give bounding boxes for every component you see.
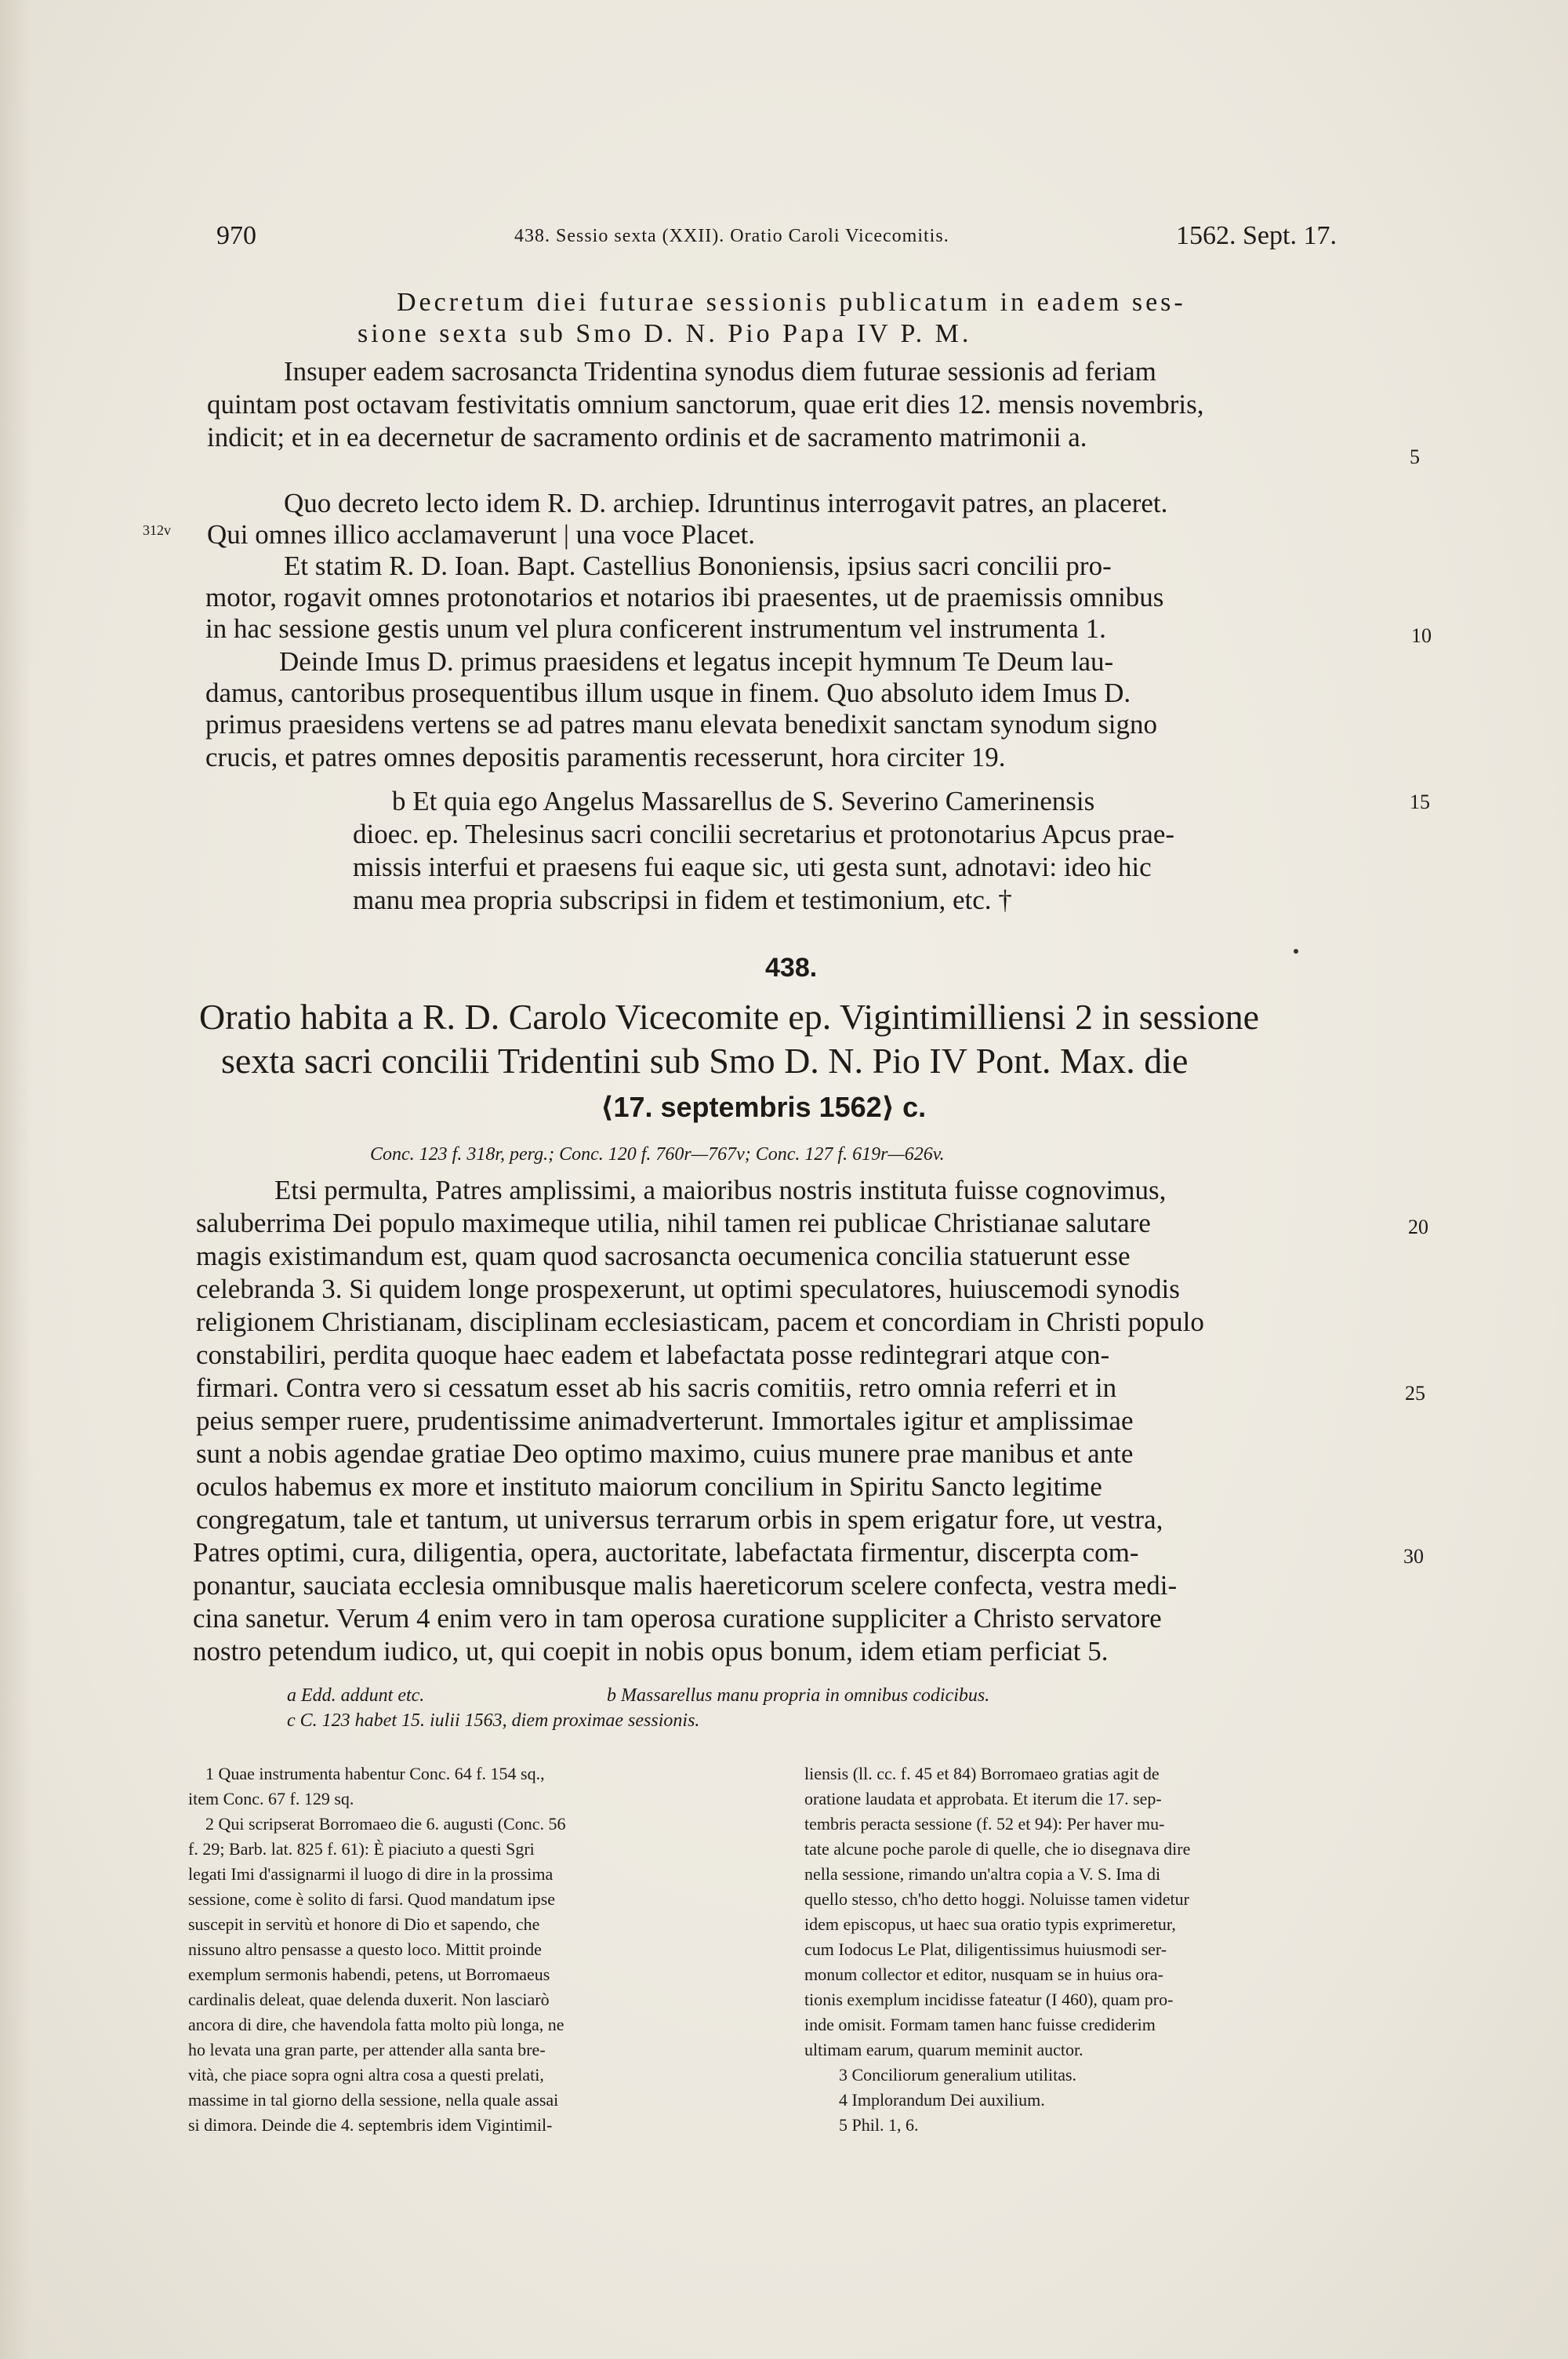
- footnote-right-line: 5 Phil. 1, 6.: [839, 2115, 919, 2135]
- apparatus-b: b Massarellus manu propria in omnibus codicibus.: [607, 1685, 990, 1706]
- footnote-left-line: sessione, come è solito di farsi. Quod mandatum ipse: [188, 1889, 556, 1909]
- running-head-title: 438. Sessio sexta (XXII). Oratio Caroli Vicecomitis.: [514, 226, 949, 246]
- oration-body-line-14: cina sanetur. Verum 4 enim vero in tam operosa curatione suppliciter a Christo servatore: [193, 1603, 1162, 1634]
- oration-body-line-1: Etsi permulta, Patres amplissimi, a maioribus nostris instituta fuisse cognovimus,: [274, 1175, 1167, 1205]
- folio-marker: 312v: [143, 522, 171, 538]
- narrative-p4-line-1: b Et quia ego Angelus Massarellus de S. Severino Camerinensis: [392, 786, 1095, 816]
- oration-body-line-3: magis existimandum est, quam quod sacrosancta oecumenica concilia statuerunt esse: [196, 1241, 1131, 1271]
- page-number: 970: [216, 221, 256, 250]
- decree-line-3: indicit; et in ea decernetur de sacramento ordinis et de sacramento matrimonii a.: [207, 422, 1087, 453]
- footnote-left-line: 1 Quae instrumenta habentur Conc. 64 f. 154 sq.,: [205, 1764, 545, 1783]
- oration-body-line-6: constabiliri, perdita quoque haec eadem et labefactata posse redintegrari atque con-: [196, 1339, 1110, 1370]
- oration-body-line-9: sunt a nobis agendae gratiae Deo optimo maximo, cuius munere prae manibus et ante: [196, 1438, 1134, 1469]
- narrative-p2-line-3: in hac sessione gestis unum vel plura conficerent instrumentum vel instrumenta 1.: [205, 613, 1106, 644]
- footnote-right-line: inde omisit. Formam tamen hanc fuisse crediderim: [804, 2015, 1156, 2034]
- oration-body-line-13: ponantur, sauciata ecclesia omnibusque malis haereticorum scelere confecta, vestra medi-: [193, 1570, 1178, 1601]
- narrative-p4-line-3: missis interfui et praesens fui eaque sic, uti gesta sunt, adnotavi: ideo hic: [353, 852, 1152, 882]
- line-number-5: 5: [1410, 445, 1420, 468]
- footnote-right-line: idem episcopus, ut haec sua oratio typis exprimeretur,: [804, 1914, 1176, 1934]
- footnote-left-line: suscepit in servitù et honore di Dio et sapendo, che: [188, 1914, 540, 1934]
- narrative-p3-line-4: crucis, et patres omnes depositis paramentis recesserunt, hora circiter 19.: [205, 742, 1006, 772]
- oration-body-line-10: oculos habemus ex more et instituto maiorum concilium in Spiritu Sancto legitime: [196, 1471, 1102, 1502]
- footnote-right-line: oratione laudata et approbata. Et iterum die 17. sep-: [804, 1789, 1162, 1808]
- narrative-p3-line-2: damus, cantoribus prosequentibus illum usque in finem. Quo absoluto idem Imus D.: [205, 678, 1131, 708]
- footnote-right-line: liensis (ll. cc. f. 45 et 84) Borromaeo gratias agit de: [804, 1764, 1160, 1783]
- line-number-10: 10: [1411, 624, 1432, 647]
- decree-heading-line-2: sione sexta sub Smo D. N. Pio Papa IV P. M.: [358, 319, 972, 348]
- narrative-p3-line-1: Deinde Imus D. primus praesidens et legatus incepit hymnum Te Deum lau-: [279, 646, 1114, 677]
- footnote-right-line: ultimam earum, quarum meminit auctor.: [804, 2040, 1083, 2059]
- footnote-left-line: si dimora. Deinde die 4. septembris idem Vigintimil-: [188, 2115, 553, 2135]
- narrative-p2-line-2: motor, rogavit omnes protonotarios et notarios ibi praesentes, ut de praemissis omnibus: [205, 582, 1164, 612]
- decree-line-1: Insuper eadem sacrosancta Tridentina synodus diem futurae sessionis ad feriam: [284, 356, 1156, 387]
- print-dot: [1294, 949, 1298, 954]
- narrative-p4-line-4: manu mea propria subscripsi in fidem et testimonium, etc. †: [353, 885, 1012, 915]
- footnote-left-line: massime in tal giorno della sessione, nella quale assai: [188, 2090, 559, 2110]
- oration-number: 438.: [765, 953, 818, 983]
- narrative-p4-line-2: dioec. ep. Thelesinus sacri concilii secretarius et protonotarius Apcus prae-: [353, 819, 1175, 849]
- apparatus-a: a Edd. addunt etc.: [287, 1685, 425, 1706]
- footnote-right-line: quello stesso, ch'ho detto hoggi. Noluisse tamen videtur: [804, 1889, 1189, 1909]
- narrative-p3-line-3: primus praesidens vertens se ad patres manu elevata benedixit sanctam synodum signo: [205, 709, 1157, 740]
- oration-title-line-2: sexta sacri concilii Tridentini sub Smo D. N. Pio IV Pont. Max. die: [221, 1041, 1189, 1081]
- oration-body-line-2: saluberrima Dei populo maximeque utilia, nihil tamen rei publicae Christianae salutare: [196, 1208, 1151, 1238]
- footnote-right-line: 4 Implorandum Dei auxilium.: [839, 2090, 1045, 2110]
- oration-body-line-7: firmari. Contra vero si cessatum esset ab his sacris comitiis, retro omnia referri et in: [196, 1372, 1117, 1403]
- oration-body-line-11: congregatum, tale et tantum, ut universus terrarum orbis in spem erigatur fore, ut vestra,: [196, 1504, 1163, 1535]
- page-edge-shadow: [0, 0, 31, 2359]
- oration-body-line-8: peius semper ruere, prudentissime animadverterunt. Immortales igitur et amplissimae: [196, 1405, 1134, 1436]
- narrative-p1-line-1: Quo decreto lecto idem R. D. archiep. Idruntinus interrogavit patres, an placeret.: [284, 488, 1168, 518]
- decree-heading-line-1: Decretum diei futurae sessionis publicatum in eadem ses-: [397, 288, 1186, 317]
- running-head-date: 1562. Sept. 17.: [1176, 221, 1337, 250]
- footnote-left-line: ho levata una gran parte, per attender alla santa bre-: [188, 2040, 546, 2059]
- footnote-right-line: tate alcune poche parole di quelle, che io disegnava dire: [804, 1839, 1191, 1859]
- footnote-left-line: vità, che piace sopra ogni altra cosa a questi prelati,: [188, 2065, 544, 2085]
- narrative-p1-line-2: Qui omnes illico acclamaverunt | una voce Placet.: [207, 519, 755, 550]
- footnote-left-line: item Conc. 67 f. 129 sq.: [188, 1789, 354, 1808]
- oration-title-line-3: ⟨17. septembris 1562⟩ c.: [601, 1091, 927, 1123]
- footnote-left-line: cardinalis deleat, quae delenda duxerit. Non lasciarò: [188, 1990, 550, 2009]
- line-number-30: 30: [1403, 1545, 1424, 1568]
- footnote-left-line: f. 29; Barb. lat. 825 f. 61): È piaciuto a questi Sgri: [188, 1839, 535, 1859]
- footnote-left-line: exemplum sermonis habendi, petens, ut Borromaeus: [188, 1965, 550, 1984]
- apparatus-c: c C. 123 habet 15. iulii 1563, diem proximae sessionis.: [287, 1710, 700, 1731]
- line-number-15: 15: [1410, 791, 1430, 813]
- footnote-left-line: 2 Qui scripserat Borromaeo die 6. augusti (Conc. 56: [205, 1814, 566, 1834]
- footnote-right-line: monum collector et editor, nusquam se in huius ora-: [804, 1965, 1163, 1984]
- line-number-20: 20: [1408, 1216, 1428, 1238]
- oration-sources: Conc. 123 f. 318r, perg.; Conc. 120 f. 760r—767v; Conc. 127 f. 619r—626v.: [370, 1144, 945, 1165]
- footnote-right-line: nella sessione, rimando un'altra copia a V. S. Ima di: [804, 1864, 1161, 1884]
- footnote-left-line: ancora di dire, che havendola fatta molto più longa, ne: [188, 2015, 564, 2034]
- oration-title-line-1: Oratio habita a R. D. Carolo Vicecomite ep. Vigintimilliensi 2 in sessione: [199, 997, 1260, 1037]
- narrative-p2-line-1: Et statim R. D. Ioan. Bapt. Castellius Bononiensis, ipsius sacri concilii pro-: [284, 551, 1112, 581]
- footnote-right-line: cum Iodocus Le Plat, diligentissimus huiusmodi ser-: [804, 1939, 1167, 1959]
- oration-body-line-12: Patres optimi, cura, diligentia, opera, auctoritate, labefactata firmentur, discerpta com-: [193, 1537, 1139, 1568]
- decree-line-2: quintam post octavam festivitatis omnium sanctorum, quae erit dies 12. mensis novembris,: [207, 389, 1204, 420]
- footnote-left-line: nissuno altro pensasse a questo loco. Mittit proinde: [188, 1939, 542, 1959]
- oration-body-line-5: religionem Christianam, disciplinam ecclesiasticam, pacem et concordiam in Christi populo: [196, 1307, 1204, 1337]
- footnote-right-line: tembris peracta sessione (f. 52 et 94): Per haver mu-: [804, 1814, 1165, 1834]
- footnote-right-line: 3 Conciliorum generalium utilitas.: [839, 2065, 1077, 2085]
- oration-body-line-15: nostro petendum iudico, ut, qui coepit in nobis opus bonum, idem etiam perficiat 5.: [193, 1636, 1109, 1667]
- line-number-25: 25: [1405, 1382, 1425, 1405]
- footnote-right-line: tionis exemplum incidisse fateatur (I 460), quam pro-: [804, 1990, 1174, 2009]
- oration-body-line-4: celebranda 3. Si quidem longe prospexerunt, ut optimi speculatores, huiuscemodi synodis: [196, 1274, 1180, 1304]
- footnote-left-line: legati Imi d'assignarmi il luogo di dire in la prossima: [188, 1864, 554, 1884]
